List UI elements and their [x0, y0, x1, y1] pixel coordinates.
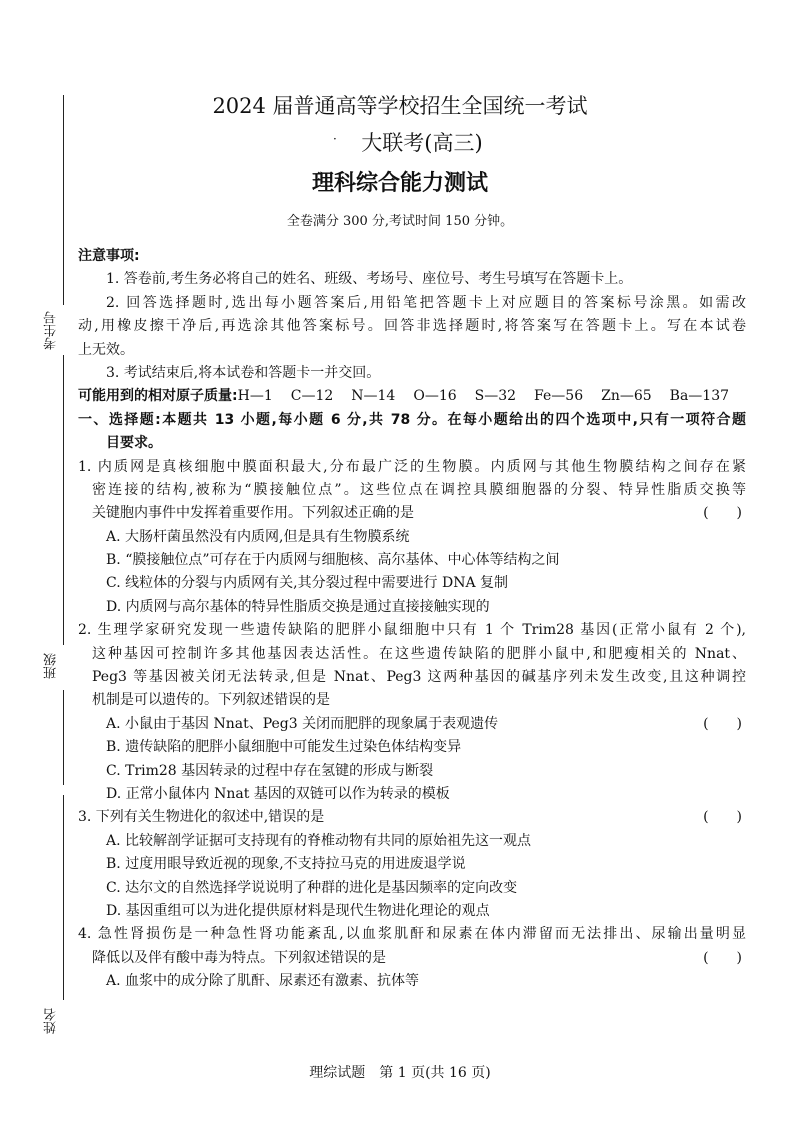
- q2-option-b: B. 遗传缺陷的肥胖小鼠细胞中可能发生过染色体结构变异: [106, 739, 462, 756]
- q1-stem-text: 关键胞内事件中发挥着重要作用。下列叙述正确的是: [92, 505, 414, 522]
- atomic-mass-label: 可能用到的相对原子质量:: [78, 388, 238, 405]
- q4-option-a: A. 血浆中的成分除了肌酐、尿素还有激素、抗体等: [106, 973, 420, 990]
- q1-answer-paren: ( ): [703, 505, 742, 522]
- atomic-mass-line: [78, 385, 746, 408]
- note-2-line-1: 2. 回答选择题时,选出每小题答案后,用铅笔把答题卡上对应题目的答案标号涂黑。如需改: [106, 294, 746, 311]
- q2-stem-line-4: [78, 689, 746, 712]
- q1-stem-line-2: 密连接的结构,被称为“膜接触位点”。这些位点在调控具膜细胞器的分裂、特异性脂质交换等: [92, 481, 746, 498]
- q4-stem-line-2: [78, 947, 746, 970]
- q3-option-b: B. 过度用眼导致近视的现象,不支持拉马克的用进废退学说: [106, 856, 466, 873]
- q2-option-d: D. 正常小鼠体内 Nnat 基因的双链可以作为转录的模板: [106, 785, 450, 802]
- q2-stem-text: 机制是可以遗传的。下列叙述错误的是: [92, 692, 330, 709]
- name-label: 姓名: [44, 1005, 59, 1037]
- q1-option-b: B. “膜接触位点”可存在于内质网与细胞核、高尔基体、中心体等结构之间: [106, 552, 560, 569]
- q1-option-a: A. 大肠杆菌虽然没有内质网,但是具有生物膜系统: [106, 528, 410, 545]
- q3-stem-text: 3. 下列有关生物进化的叙述中,错误的是: [78, 809, 325, 826]
- atomic-mass-item: Zn—65: [601, 388, 652, 405]
- q2-option-a: [78, 713, 746, 736]
- q3-option-a: A. 比较解剖学证据可支持现有的脊椎动物有共同的原始祖先这一观点: [106, 832, 532, 849]
- atomic-mass-item: H—1: [237, 388, 273, 405]
- atomic-mass-item: Fe—56: [534, 388, 584, 405]
- exam-number-label: 考生号: [44, 308, 59, 353]
- atomic-mass-item: S—32: [474, 388, 517, 405]
- q1-stem-line-1: 1. 内质网是真核细胞中膜面积最大,分布最广泛的生物膜。内质网与其他生物膜结构之间存在紧: [78, 458, 746, 475]
- q2-stem-line-3: Peg3 等基因被关闭无法转录,但是 Nnat、Peg3 这两种基因的碱基序列未发生改变,且这种调控: [92, 669, 746, 686]
- exam-title: 2024 届普通高等学校招生全国统一考试: [212, 94, 588, 118]
- q3-option-d: D. 基因重组可以为进化提供原材料是现代生物进化理论的观点: [106, 902, 490, 919]
- section-1-heading: 一、选择题:本题共 13 小题,每小题 6 分,共 78 分。在每小题给出的四个选项中,只有一项符合题: [78, 411, 746, 428]
- class-label: 班级: [44, 650, 59, 682]
- note-2-line-3: 上无效。: [78, 341, 134, 358]
- note-1: 1. 答卷前,考生务必将自己的姓名、班级、考场号、座位号、考生号填写在答题卡上。: [106, 271, 633, 288]
- atomic-mass-item: N—14: [351, 388, 396, 405]
- q1-option-d: D. 内质网与高尔基体的特异性脂质交换是通过直接接触实现的: [106, 598, 490, 615]
- page-footer: 理综试题 第 1 页(共 16 页): [309, 1065, 491, 1081]
- atomic-mass-item: C—12: [290, 388, 334, 405]
- q2-stem-line-2: 这种基因可控制许多其他基因表达活性。在这些遗传缺陷的肥胖小鼠中,和肥瘦相关的 Nnat、: [92, 645, 746, 662]
- binding-line-lower-mid: [63, 690, 64, 785]
- note-2-line-2: 动,用橡皮擦干净后,再选涂其他答案标号。回答非选择题时,将答案写在答题卡上。写在本试卷: [78, 318, 746, 335]
- q2-stem-line-1: 2. 生理学家研究发现一些遗传缺陷的肥胖小鼠细胞中只有 1 个 Trim28 基因(正常小鼠有 2 个),: [78, 622, 746, 639]
- score-time-note: 全卷满分 300 分,考试时间 150 分钟。: [286, 214, 514, 229]
- atomic-mass-item: O—16: [413, 388, 457, 405]
- scan-mark: ·: [333, 132, 337, 146]
- q2-option-c: C. Trim28 基因转录的过程中存在氢键的形成与断裂: [106, 762, 434, 779]
- notes-heading: 注意事项:: [78, 248, 140, 264]
- q3-stem-line-1: [78, 806, 746, 829]
- q4-stem-line-1: 4. 急性肾损伤是一种急性肾功能紊乱,以血浆肌酐和尿素在体内滞留而无法排出、尿输出量明显: [78, 926, 746, 943]
- subject-title: 理科综合能力测试: [311, 171, 488, 196]
- q3-answer-paren: ( ): [703, 809, 742, 826]
- exam-subtitle: 大联考(高三): [361, 131, 483, 155]
- q2-answer-paren: ( ): [703, 715, 742, 732]
- q1-option-c: C. 线粒体的分裂与内质网有关,其分裂过程中需要进行 DNA 复制: [106, 575, 509, 592]
- q4-answer-paren: ( ): [703, 949, 742, 966]
- atomic-mass-item: Ba—137: [669, 388, 730, 405]
- q1-stem-line-3: [78, 502, 746, 525]
- q4-stem-text: 降低以及伴有酸中毒为特点。下列叙述错误的是: [92, 949, 386, 966]
- binding-line-bottom: [63, 795, 64, 1000]
- binding-line-upper-mid: [63, 355, 64, 645]
- q3-option-c: C. 达尔文的自然选择学说说明了种群的进化是基因频率的定向改变: [106, 879, 518, 896]
- exam-content: [78, 245, 746, 994]
- section-1-heading-cont: 目要求。: [106, 435, 162, 452]
- q2-option-a-text: A. 小鼠由于基因 Nnat、Peg3 关闭而肥胖的现象属于表观遗传: [106, 715, 499, 732]
- note-3: 3. 考试结束后,将本试卷和答题卡一并交回。: [106, 364, 381, 381]
